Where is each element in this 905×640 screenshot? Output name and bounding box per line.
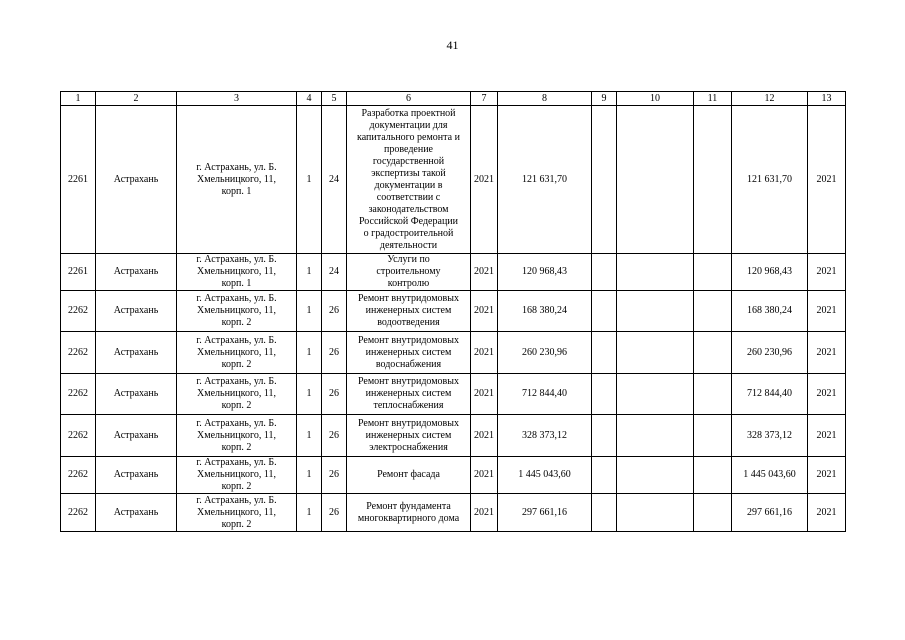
- column-header-4: 4: [297, 92, 322, 106]
- cell-cost: 297 661,16: [498, 494, 592, 532]
- cell-number: 2262: [61, 415, 96, 457]
- cell-col9: [592, 106, 617, 254]
- cell-city: Астрахань: [96, 106, 177, 254]
- cell-col4: 1: [297, 106, 322, 254]
- cell-total: 120 968,43: [732, 254, 808, 291]
- cell-col10: [617, 415, 694, 457]
- cell-col9: [592, 254, 617, 291]
- cell-cost: 712 844,40: [498, 374, 592, 415]
- cell-col4: 1: [297, 494, 322, 532]
- cell-end-year: 2021: [808, 415, 846, 457]
- cell-text-line: государственной: [372, 155, 445, 167]
- cell-col9: [592, 374, 617, 415]
- cell-col10: [617, 332, 694, 374]
- cell-col4: 1: [297, 374, 322, 415]
- cell-col4: 1: [297, 415, 322, 457]
- cell-year: 2021: [471, 291, 498, 332]
- cell-col10: [617, 494, 694, 532]
- cell-text-line: деятельности: [379, 239, 438, 251]
- page-number: 41: [446, 38, 459, 52]
- column-header-7: 7: [471, 92, 498, 106]
- cell-end-year: 2021: [808, 106, 846, 254]
- cell-col9: [592, 494, 617, 532]
- cell-total: 712 844,40: [732, 374, 808, 415]
- cell-number: 2262: [61, 494, 96, 532]
- cell-text-line: инженерных систем: [365, 388, 452, 399]
- cell-text-line: г. Астрахань, ул. Б.: [196, 417, 277, 429]
- cell-text-line: Хмельницкого, 11,: [197, 266, 276, 277]
- cell-col9: [592, 415, 617, 457]
- cell-text-line: корп. 2: [221, 400, 252, 411]
- cell-cost: 1 445 043,60: [498, 457, 592, 494]
- cell-cost: 121 631,70: [498, 106, 592, 254]
- cell-total: 297 661,16: [732, 494, 808, 532]
- cell-text-line: экспертизы такой: [371, 167, 446, 179]
- cell-text-line: корп. 2: [221, 518, 252, 530]
- cell-city: Астрахань: [96, 415, 177, 457]
- cell-text-line: проведение: [384, 143, 433, 155]
- cell-text-line: г. Астрахань, ул. Б.: [196, 254, 277, 265]
- column-header-1: 1: [61, 92, 96, 106]
- cell-col10: [617, 374, 694, 415]
- cell-end-year: 2021: [808, 291, 846, 332]
- cell-city: Астрахань: [96, 254, 177, 291]
- cell-text-line: водоснабжения: [375, 358, 442, 370]
- header-row: [61, 92, 846, 106]
- cell-work-type: [347, 374, 471, 415]
- cell-text-line: Разработка проектной: [361, 107, 456, 119]
- cell-end-year: 2021: [808, 494, 846, 532]
- table-row: [61, 106, 846, 254]
- cell-number: 2262: [61, 457, 96, 494]
- cell-work-type: [347, 254, 471, 291]
- column-header-3: 3: [177, 92, 297, 106]
- cell-col11: [694, 494, 732, 532]
- cell-address: [177, 106, 297, 254]
- cell-col5: 26: [322, 415, 347, 457]
- cell-text-line: Услуги по: [387, 254, 430, 265]
- cell-city: Астрахань: [96, 457, 177, 494]
- cell-text-line: документации в: [374, 179, 443, 191]
- cell-text-line: корп. 1: [221, 278, 252, 289]
- cell-text-line: многоквартирного дома: [357, 512, 460, 524]
- cell-text-line: Ремонт внутридомовых: [357, 293, 459, 304]
- cell-text-line: Ремонт внутридомовых: [357, 334, 459, 346]
- cell-number: 2261: [61, 106, 96, 254]
- cell-address: [177, 291, 297, 332]
- column-header-2: 2: [96, 92, 177, 106]
- cell-col5: 26: [322, 374, 347, 415]
- cell-col4: 1: [297, 457, 322, 494]
- cell-work-type: [347, 291, 471, 332]
- cell-col9: [592, 457, 617, 494]
- cell-col11: [694, 374, 732, 415]
- cell-text-line: г. Астрахань, ул. Б.: [196, 457, 277, 468]
- column-header-8: 8: [498, 92, 592, 106]
- cell-end-year: 2021: [808, 254, 846, 291]
- cell-city: Астрахань: [96, 494, 177, 532]
- cell-text-line: Хмельницкого, 11,: [197, 469, 276, 480]
- cell-text-line: корп. 2: [221, 481, 252, 492]
- cell-col4: 1: [297, 254, 322, 291]
- cell-text-line: корп. 2: [221, 317, 252, 328]
- cell-total: 260 230,96: [732, 332, 808, 374]
- column-header-11: 11: [694, 92, 732, 106]
- cell-text-line: Ремонт фундамента: [366, 500, 451, 512]
- table-row: [61, 457, 846, 494]
- cell-address: [177, 415, 297, 457]
- cell-cost: 120 968,43: [498, 254, 592, 291]
- cell-col5: 24: [322, 106, 347, 254]
- cell-address: [177, 494, 297, 532]
- cell-col11: [694, 106, 732, 254]
- cell-text-line: Хмельницкого, 11,: [197, 173, 276, 185]
- cell-col11: [694, 291, 732, 332]
- table-row: [61, 494, 846, 532]
- cell-text-line: Хмельницкого, 11,: [197, 305, 276, 316]
- cell-total: 168 380,24: [732, 291, 808, 332]
- column-header-9: 9: [592, 92, 617, 106]
- cell-text-line: инженерных систем: [365, 346, 452, 358]
- cell-col9: [592, 332, 617, 374]
- cell-text-line: Хмельницкого, 11,: [197, 429, 276, 441]
- cell-col4: 1: [297, 332, 322, 374]
- cell-number: 2261: [61, 254, 96, 291]
- cell-city: Астрахань: [96, 332, 177, 374]
- register-table: [60, 91, 846, 532]
- cell-text-line: Хмельницкого, 11,: [197, 506, 276, 518]
- table-row: [61, 291, 846, 332]
- cell-col10: [617, 291, 694, 332]
- cell-address: [177, 332, 297, 374]
- cell-text-line: корп. 2: [221, 441, 252, 453]
- cell-number: 2262: [61, 332, 96, 374]
- cell-col5: 24: [322, 254, 347, 291]
- cell-address: [177, 254, 297, 291]
- cell-text-line: корп. 1: [221, 185, 252, 197]
- cell-col9: [592, 291, 617, 332]
- cell-year: 2021: [471, 254, 498, 291]
- cell-text-line: документации для: [369, 119, 448, 131]
- cell-col10: [617, 457, 694, 494]
- cell-work-type: [347, 415, 471, 457]
- cell-text-line: г. Астрахань, ул. Б.: [196, 376, 277, 387]
- cell-text-line: корп. 2: [221, 358, 252, 370]
- cell-text-line: г. Астрахань, ул. Б.: [196, 494, 277, 506]
- cell-text-line: Ремонт фасада: [377, 469, 440, 480]
- cell-year: 2021: [471, 374, 498, 415]
- cell-col11: [694, 254, 732, 291]
- cell-text-line: водоотведения: [377, 317, 440, 328]
- cell-total: 121 631,70: [732, 106, 808, 254]
- table-body: [61, 106, 846, 532]
- column-header-13: 13: [808, 92, 846, 106]
- cell-total: 1 445 043,60: [732, 457, 808, 494]
- cell-text-line: капитального ремонта и: [357, 131, 460, 143]
- cell-text-line: соответствии с: [376, 191, 441, 203]
- cell-year: 2021: [471, 106, 498, 254]
- cell-address: [177, 457, 297, 494]
- column-header-5: 5: [322, 92, 347, 106]
- column-header-12: 12: [732, 92, 808, 106]
- cell-year: 2021: [471, 457, 498, 494]
- cell-end-year: 2021: [808, 374, 846, 415]
- cell-col11: [694, 415, 732, 457]
- cell-col5: 26: [322, 332, 347, 374]
- cell-col4: 1: [297, 291, 322, 332]
- cell-work-type: [347, 457, 471, 494]
- table-row: [61, 374, 846, 415]
- cell-text-line: строительному: [376, 266, 441, 277]
- cell-text-line: законодательством: [368, 203, 449, 215]
- cell-year: 2021: [471, 415, 498, 457]
- cell-col11: [694, 332, 732, 374]
- cell-city: Астрахань: [96, 374, 177, 415]
- cell-year: 2021: [471, 494, 498, 532]
- cell-end-year: 2021: [808, 457, 846, 494]
- cell-city: Астрахань: [96, 291, 177, 332]
- cell-text-line: Хмельницкого, 11,: [197, 388, 276, 399]
- cell-address: [177, 374, 297, 415]
- table-row: [61, 415, 846, 457]
- cell-text-line: Российской Федерации: [358, 215, 458, 227]
- cell-end-year: 2021: [808, 332, 846, 374]
- cell-col5: 26: [322, 457, 347, 494]
- column-header-6: 6: [347, 92, 471, 106]
- cell-total: 328 373,12: [732, 415, 808, 457]
- cell-text-line: г. Астрахань, ул. Б.: [196, 293, 277, 304]
- cell-text-line: электроснабжения: [369, 441, 448, 453]
- cell-text-line: контролю: [387, 278, 430, 289]
- cell-col10: [617, 106, 694, 254]
- cell-text-line: теплоснабжения: [373, 400, 444, 411]
- column-header-10: 10: [617, 92, 694, 106]
- cell-text-line: инженерных систем: [365, 429, 452, 441]
- cell-text-line: г. Астрахань, ул. Б.: [196, 161, 277, 173]
- cell-year: 2021: [471, 332, 498, 374]
- cell-text-line: Хмельницкого, 11,: [197, 346, 276, 358]
- cell-work-type: [347, 494, 471, 532]
- cell-col5: 26: [322, 291, 347, 332]
- cell-number: 2262: [61, 374, 96, 415]
- table-row: [61, 332, 846, 374]
- cell-text-line: Ремонт внутридомовых: [357, 376, 459, 387]
- cell-text-line: инженерных систем: [365, 305, 452, 316]
- cell-cost: 168 380,24: [498, 291, 592, 332]
- table-row: [61, 254, 846, 291]
- cell-text-line: Ремонт внутридомовых: [357, 417, 459, 429]
- cell-col11: [694, 457, 732, 494]
- cell-work-type: [347, 106, 471, 254]
- cell-col5: 26: [322, 494, 347, 532]
- cell-text-line: о градостроительной: [363, 227, 454, 239]
- cell-work-type: [347, 332, 471, 374]
- cell-number: 2262: [61, 291, 96, 332]
- cell-cost: 260 230,96: [498, 332, 592, 374]
- cell-cost: 328 373,12: [498, 415, 592, 457]
- cell-col10: [617, 254, 694, 291]
- cell-text-line: г. Астрахань, ул. Б.: [196, 334, 277, 346]
